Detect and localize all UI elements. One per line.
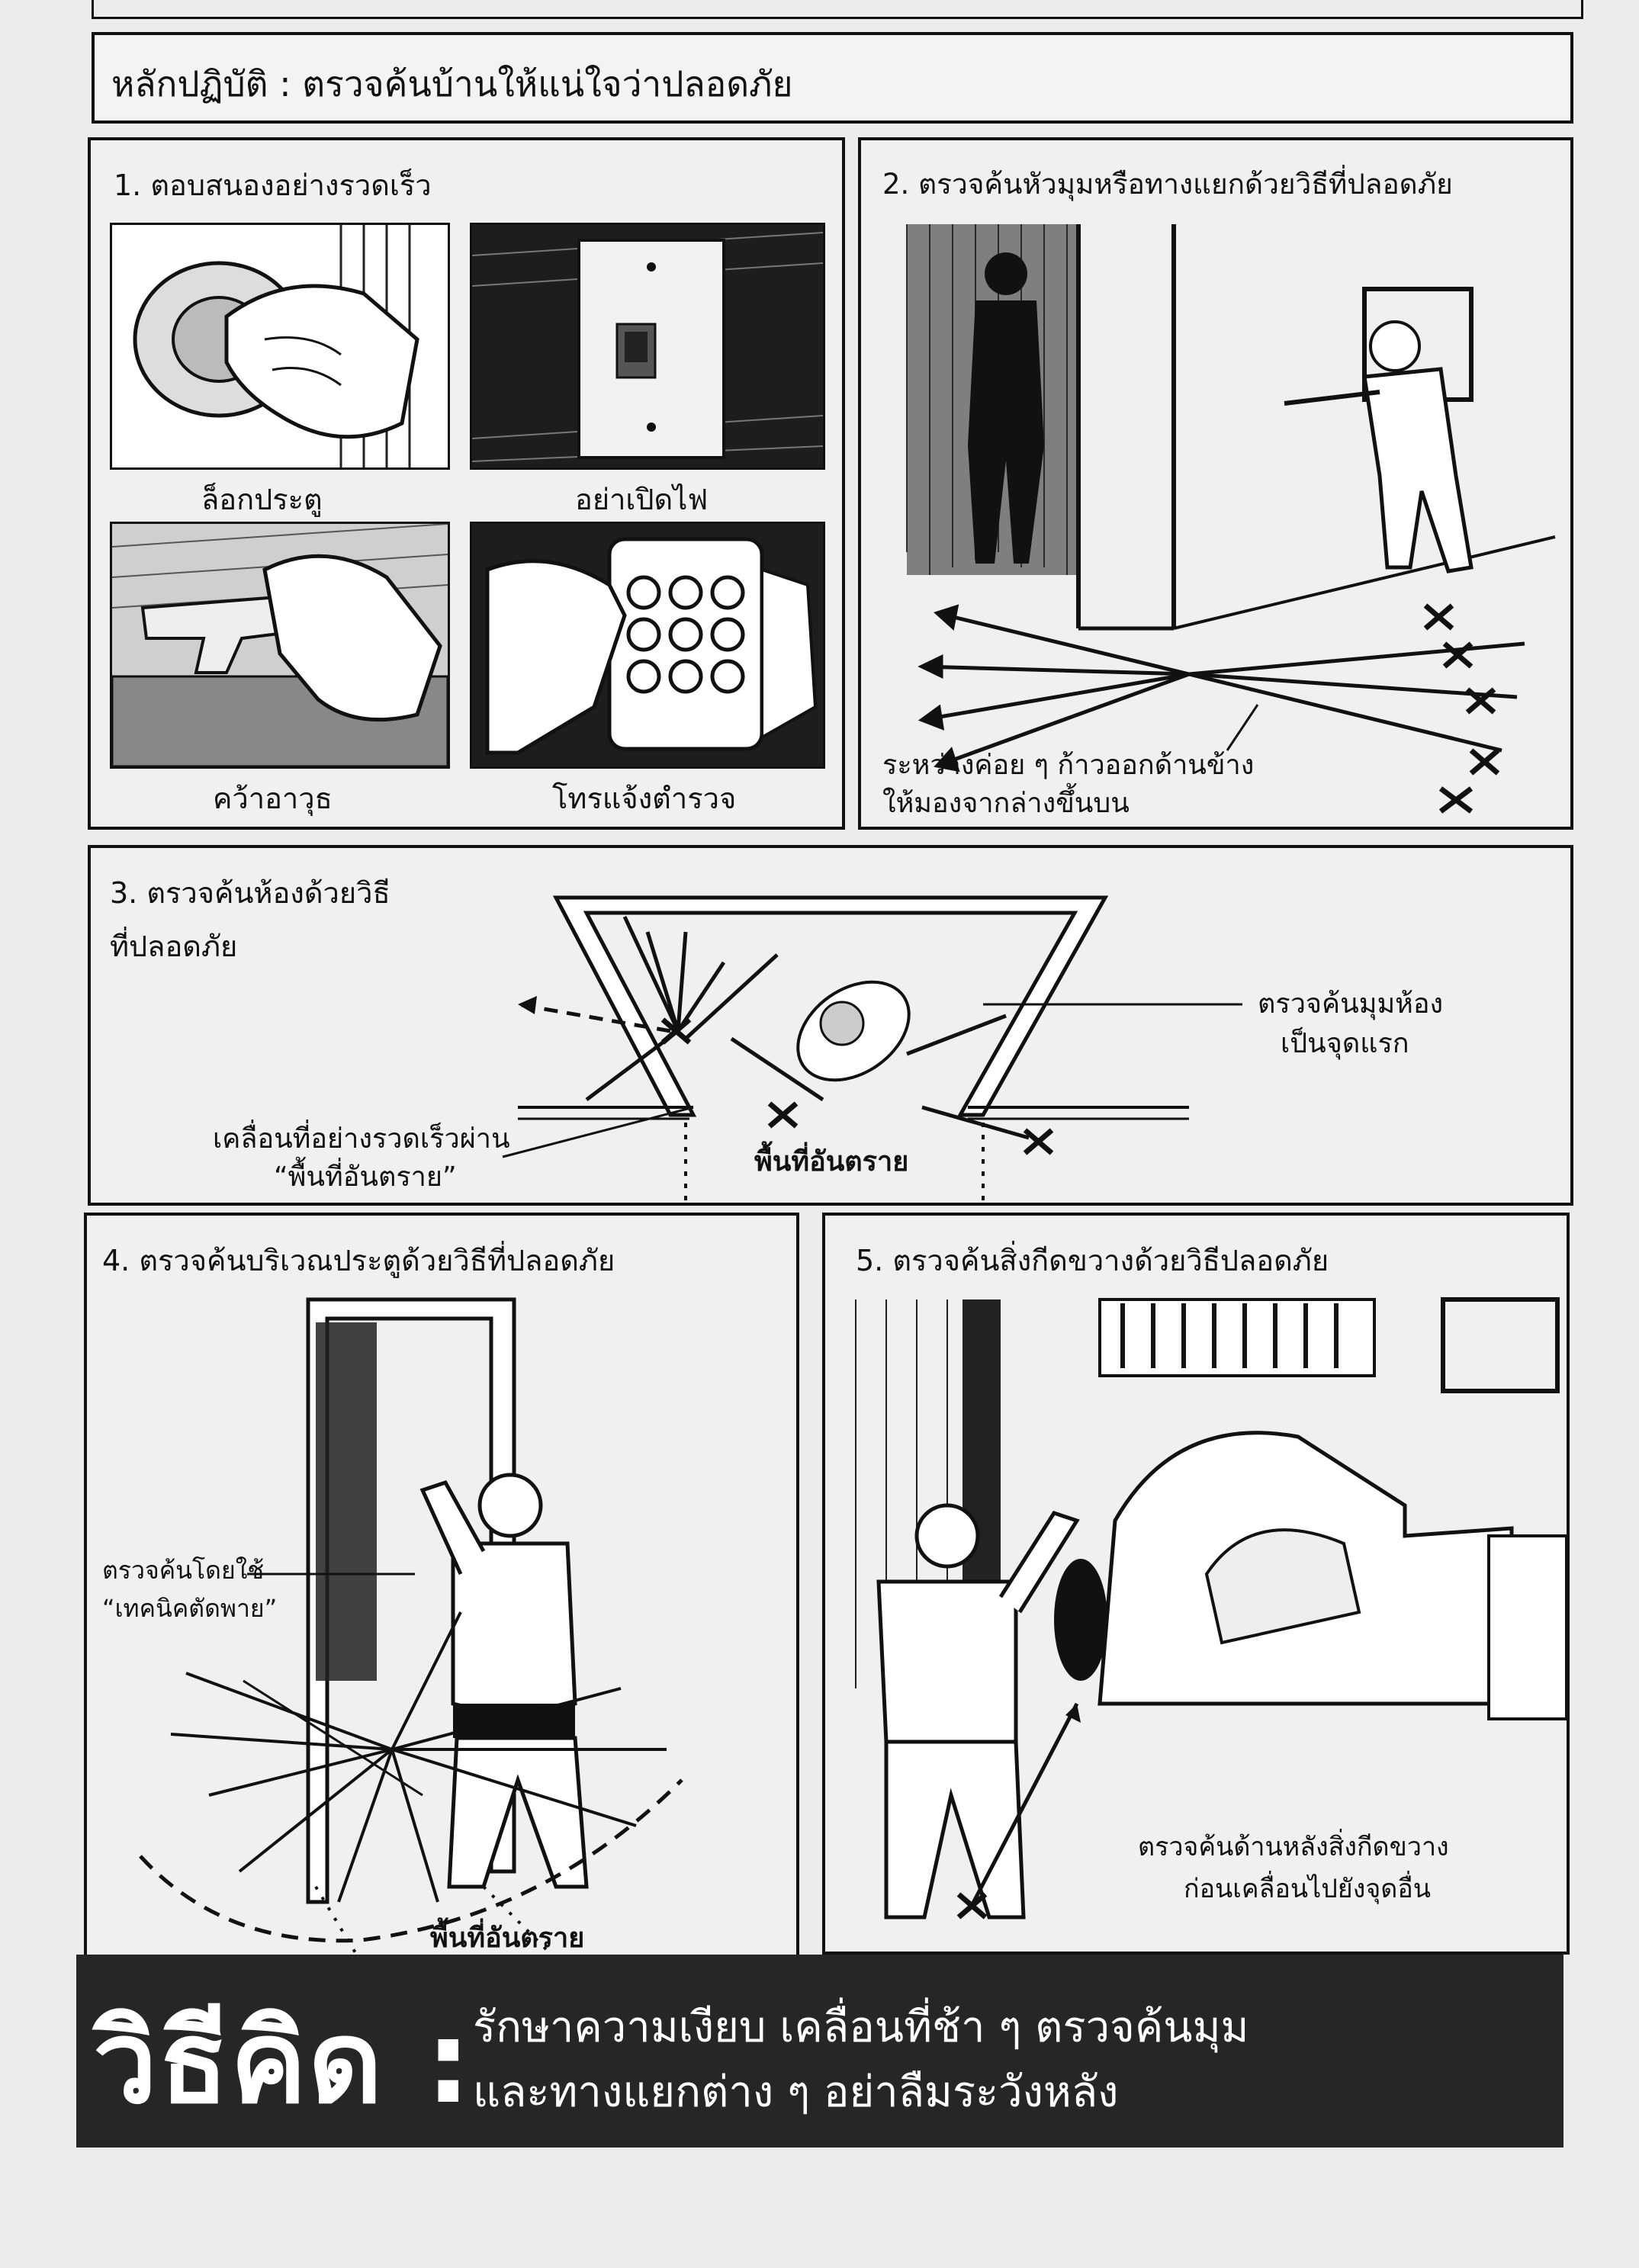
panel2-note-line2: ให้มองจากล่างขึ้นบน xyxy=(882,788,1130,819)
panel2-heading: 2. ตรวจค้นหัวมุมหรือทางแยกด้วยวิธีที่ปลอดภัย xyxy=(882,168,1453,201)
panel3-corner-line2: เป็นจุดแรก xyxy=(1281,1028,1409,1059)
light-switch-illustration xyxy=(470,223,825,470)
panel5-heading: 5. ตรวจค้นสิ่งกีดขวางด้วยวิธีปลอดภัย xyxy=(856,1244,1329,1277)
summary-label: วิธีคิด : xyxy=(93,1997,473,2129)
caption-lock-door: ล็อกประตู xyxy=(201,483,323,516)
page-title: หลักปฏิบัติ : ตรวจค้นบ้านให้แน่ใจว่าปลอดภัย xyxy=(111,63,793,104)
summary-line2: และทางแยกต่าง ๆ อย่าลืมระวังหลัง xyxy=(473,2067,1119,2117)
panel-check-corners xyxy=(858,137,1573,830)
panel1-heading: 1. ตอบสนองอย่างรวดเร็ว xyxy=(114,169,432,202)
caption-no-lights: อย่าเปิดไฟ xyxy=(575,483,709,516)
panel2-note-line1: ระหว่างค่อย ๆ ก้าวออกด้านข้าง xyxy=(882,750,1255,781)
title-box xyxy=(92,32,1573,124)
panel4-danger-label: พื้นที่อันตราย xyxy=(430,1923,585,1954)
caption-grab-weapon: คว้าอาวุธ xyxy=(213,782,333,815)
panel5-note-line2: ก่อนเคลื่อนไปยังจุดอื่น xyxy=(1184,1874,1431,1904)
panel4-note-line2: “เทคนิคตัดพาย” xyxy=(102,1594,278,1623)
summary-line1: รักษาความเงียบ เคลื่อนที่ช้า ๆ ตรวจค้นมุม xyxy=(473,2003,1249,2052)
lock-door-illustration xyxy=(110,223,450,470)
panel-check-obstacles xyxy=(822,1213,1570,1955)
panel-check-doorway xyxy=(84,1213,799,1966)
call-police-illustration xyxy=(470,522,825,769)
top-rule xyxy=(92,0,1583,19)
panel3-move-line2: “พื้นที่อันตราย” xyxy=(274,1161,457,1193)
caption-call-police: โทรแจ้งตำรวจ xyxy=(552,782,737,815)
panel3-heading-line2: ที่ปลอดภัย xyxy=(110,930,238,963)
panel3-corner-line1: ตรวจค้นมุมห้อง xyxy=(1258,988,1444,1020)
corner-check-illustration xyxy=(861,140,1570,827)
panel3-danger-label: พื้นที่อันตราย xyxy=(754,1146,909,1177)
panel4-note-line1: ตรวจค้นโดยใช้ xyxy=(102,1556,265,1585)
panel-check-room xyxy=(88,845,1573,1206)
panel3-heading-line1: 3. ตรวจค้นห้องด้วยวิธี xyxy=(110,876,390,910)
panel4-heading: 4. ตรวจค้นบริเวณประตูด้วยวิธีที่ปลอดภัย xyxy=(102,1244,615,1277)
panel-respond-quickly xyxy=(88,137,845,830)
grab-weapon-illustration xyxy=(110,522,450,769)
summary-banner xyxy=(76,1955,1563,2148)
panel3-move-line1: เคลื่อนที่อย่างรวดเร็วผ่าน xyxy=(213,1123,510,1155)
panel5-note-line1: ตรวจค้นด้านหลังสิ่งกีดขวาง xyxy=(1138,1832,1449,1862)
